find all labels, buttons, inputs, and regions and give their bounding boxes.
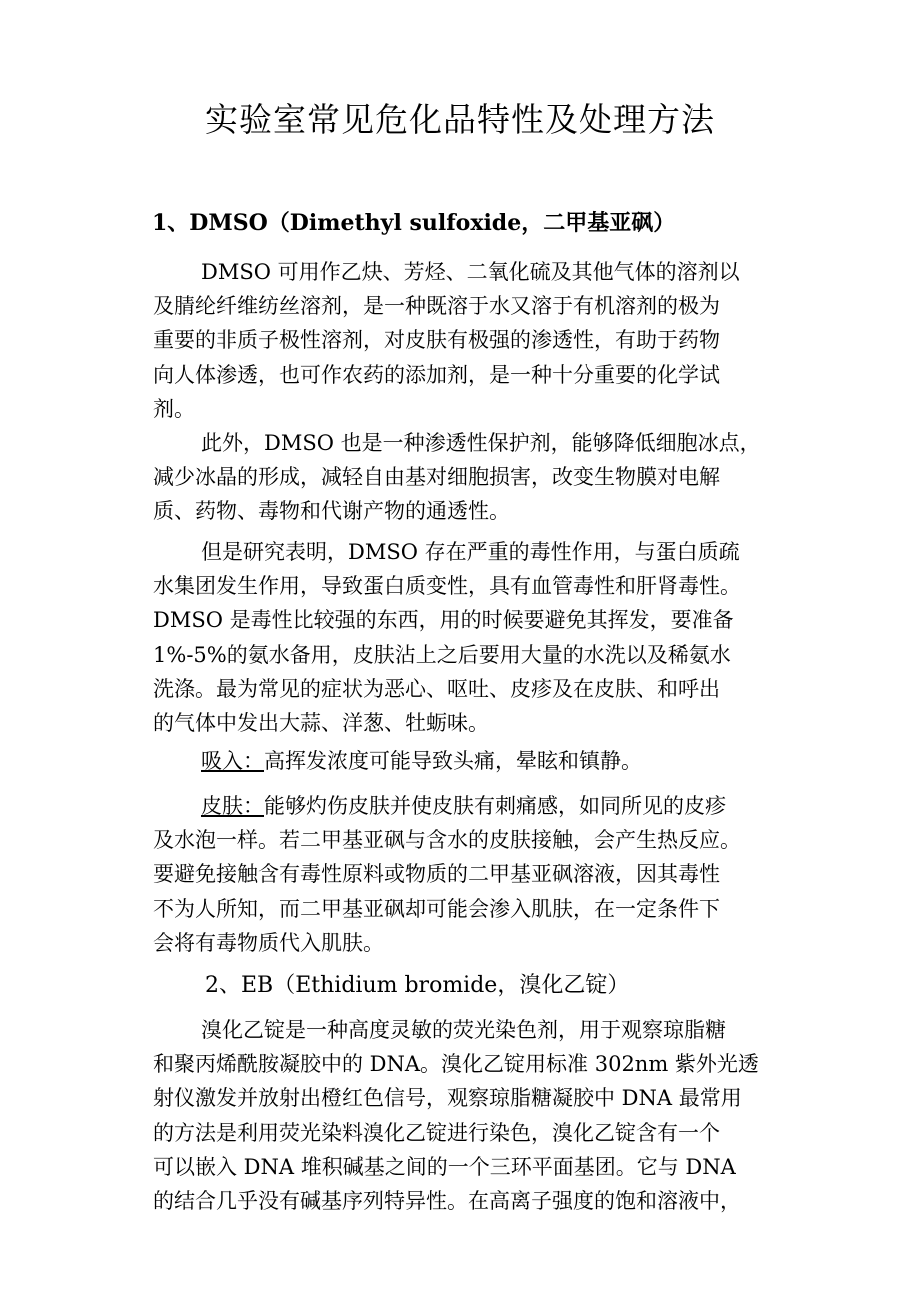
text-line: 但是研究表明，DMSO 存在严重的毒性作用，与蛋白质疏: [201, 540, 740, 564]
text-line: DMSO 可用作乙炔、芳烃、二氧化硫及其他气体的溶剂以: [201, 260, 740, 284]
text-line: 的方法是利用荧光染料溴化乙锭进行染色，溴化乙锭含有一个: [153, 1120, 720, 1145]
inhalation-paragraph: [153, 744, 785, 778]
text-line: [153, 744, 785, 778]
text-line: [153, 789, 785, 823]
section-1-paragraph-3: [153, 535, 785, 740]
text-line: 可以嵌入 DNA 堆积碱基之间的一个三环平面基团。它与 DNA: [153, 1154, 736, 1179]
text-line: 剂。: [153, 396, 195, 421]
text-line: 重要的非质子极性溶剂，对皮肤有极强的渗透性，有助于药物: [153, 328, 720, 353]
text-line: 射仪激发并放射出橙红色信号，观察琼脂糖凝胶中 DNA 最常用: [153, 1086, 742, 1111]
text-line: 此外，DMSO 也是一种渗透性保护剂，能够降低细胞冰点，: [201, 431, 761, 455]
text-line: 溴化乙锭是一种高度灵敏的荧光染色剂，用于观察琼脂糖: [201, 1018, 726, 1042]
text-line: 和聚丙烯酰胺凝胶中的 DNA。溴化乙锭用标准 302nm 紫外光透: [153, 1052, 759, 1077]
text-line: 要避免接触含有毒性原料或物质的二甲基亚砜溶液，因其毒性: [153, 862, 720, 887]
text-line: 减少冰晶的形成，减轻自由基对细胞损害，改变生物膜对电解: [153, 465, 720, 490]
inhalation-label: 吸入：: [201, 749, 264, 773]
section-1-paragraph-2: [153, 426, 785, 529]
section-1-heading: 1、DMSO（Dimethyl sulfoxide，二甲基亚砜）: [152, 210, 676, 236]
text-line: 的结合几乎没有碱基序列特异性。在高离子强度的饱和溶液中，: [153, 1188, 741, 1213]
skin-paragraph: [153, 789, 785, 960]
skin-text: 能够灼伤皮肤并使皮肤有刺痛感，如同所见的皮疹: [264, 794, 726, 818]
text-line: 向人体渗透，也可作农药的添加剂，是一种十分重要的化学试: [153, 362, 720, 387]
text-line: 不为人所知，而二甲基亚砜却可能会渗入肌肤，在一定条件下: [153, 896, 720, 921]
text-line: 1%-5%的氨水备用，皮肤沾上之后要用大量的水洗以及稀氨水: [153, 642, 731, 667]
text-line: 质、药物、毒物和代谢产物的通透性。: [153, 499, 510, 524]
text-line: 会将有毒物质代入肌肤。: [153, 930, 384, 955]
section-1-paragraph-1: [153, 255, 785, 426]
text-line: 及腈纶纤维纺丝溶剂，是一种既溶于水又溶于有机溶剂的极为: [153, 294, 720, 319]
text-line: 洗涤。最为常见的症状为恶心、呕吐、皮疹及在皮肤、和呼出: [153, 676, 720, 701]
text-line: 水集团发生作用，导致蛋白质变性，具有血管毒性和肝肾毒性。: [153, 574, 741, 599]
text-line: 及水泡一样。若二甲基亚砜与含水的皮肤接触，会产生热反应。: [153, 828, 741, 853]
section-2-paragraph-1: [153, 1013, 785, 1218]
document-title: 实验室常见危化品特性及处理方法: [205, 100, 715, 139]
inhalation-text: 高挥发浓度可能导致头痛，晕眩和镇静。: [264, 749, 642, 773]
skin-label: 皮肤：: [201, 794, 264, 818]
text-line: 的气体中发出大蒜、洋葱、牡蛎味。: [153, 710, 489, 735]
text-line: DMSO 是毒性比较强的东西，用的时候要避免其挥发，要准备: [153, 608, 734, 633]
section-2-heading: 2、EB（Ethidium bromide，溴化乙锭）: [205, 973, 630, 998]
